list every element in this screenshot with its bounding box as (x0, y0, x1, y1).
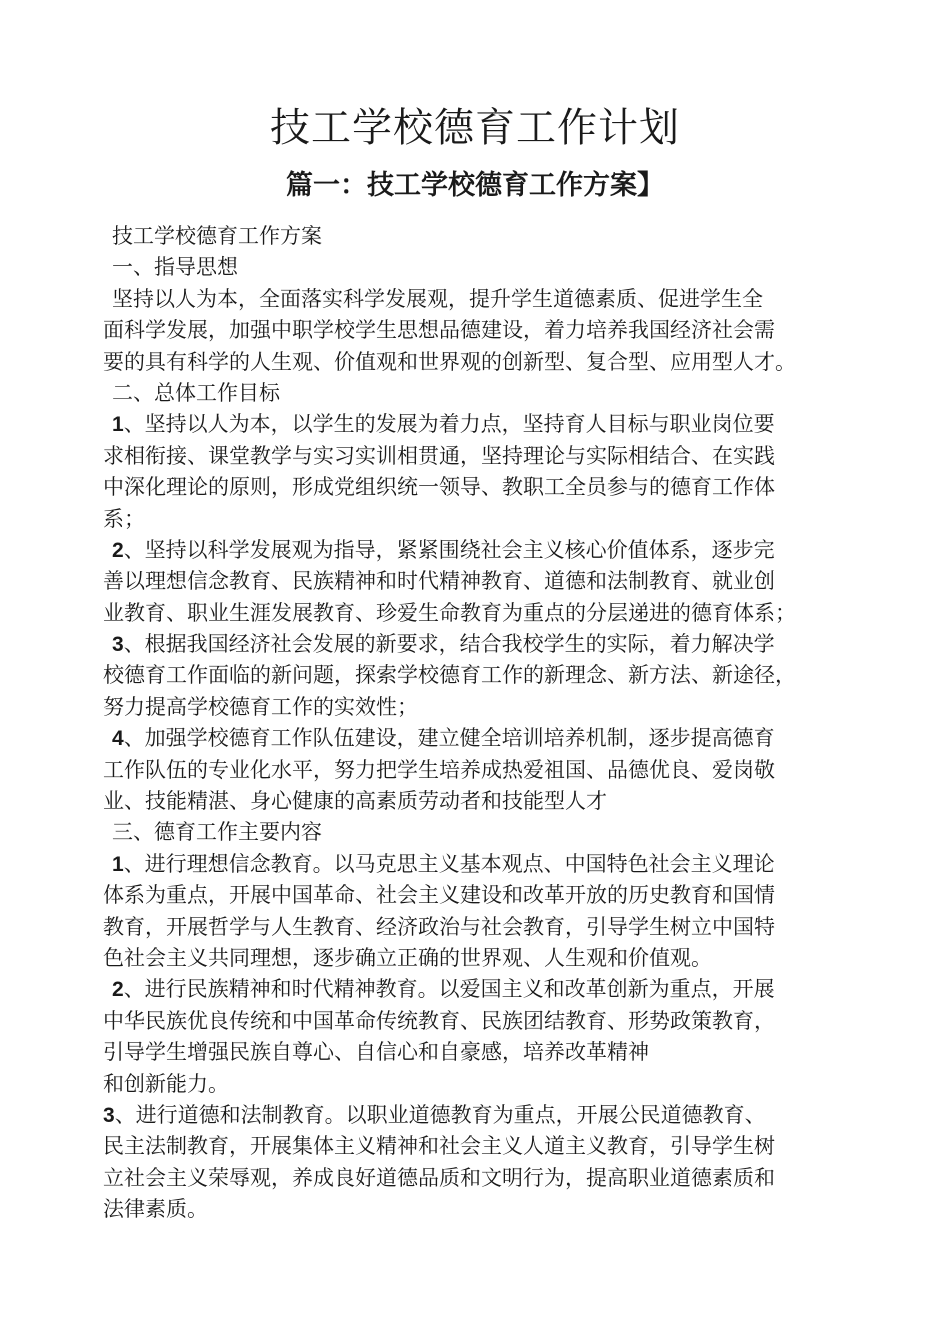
paragraph-line: 法律素质。 (103, 1197, 208, 1222)
item-number: 4 (112, 727, 124, 751)
paragraph-line: 引导学生增强民族自尊心、自信心和自豪感，培养改革精神 (103, 1040, 649, 1065)
list-item-text: 、进行理想信念教育。以马克思主义基本观点、中国特色社会主义理论 (123, 851, 775, 876)
paragraph-line: 校德育工作面临的新问题，探索学校德育工作的新理念、新方法、新途径， (103, 663, 796, 688)
list-item-line (103, 535, 863, 566)
list-item-text: 、根据我国经济社会发展的新要求，结合我校学生的实际，着力解决学 (123, 632, 775, 657)
item-number: 1 (112, 413, 124, 437)
paragraph-line: 和创新能力。 (103, 1071, 229, 1096)
section-heading-guiding-ideology: 一、指导思想 (112, 255, 238, 280)
document-title: 技工学校德育工作计划 (270, 105, 680, 151)
section-heading-overall-goals: 二、总体工作目标 (112, 380, 280, 405)
list-item-text: 、坚持以科学发展观为指导，紧紧围绕社会主义核心价值体系，逐步完 (123, 537, 775, 562)
list-item-text: 、进行民族精神和时代精神教育。以爱国主义和改革创新为重点，开展 (123, 977, 775, 1002)
paragraph-line: 求相衔接、课堂教学与实习实训相贯通，坚持理论与实际相结合、在实践 (103, 443, 775, 468)
paragraph-line: 努力提高学校德育工作的实效性； (103, 694, 418, 719)
item-number: 2 (112, 978, 124, 1002)
paragraph-line: 立社会主义荣辱观，养成良好道德品质和文明行为，提高职业道德素质和 (103, 1165, 775, 1190)
document-subtitle: 篇一：技工学校德育工作方案】 (286, 170, 664, 201)
paragraph-line: 工作队伍的专业化水平，努力把学生培养成热爱祖国、品德优良、爱岗敬 (103, 757, 775, 782)
list-item-line (103, 409, 863, 440)
item-number: 3 (112, 633, 124, 657)
list-item-line (103, 974, 863, 1005)
item-number: 3 (103, 1103, 115, 1127)
list-item-line (103, 849, 863, 880)
paragraph-line: 面科学发展，加强中职学校学生思想品德建设，着力培养我国经济社会需 (103, 318, 775, 343)
paragraph-line: 善以理想信念教育、民族精神和时代精神教育、道德和法制教育、就业创 (103, 569, 775, 594)
item-number: 1 (112, 852, 124, 876)
item-number: 2 (112, 538, 124, 562)
paragraph-line: 业、技能精湛、身心健康的高素质劳动者和技能型人才 (103, 789, 607, 814)
paragraph-line: 要的具有科学的人生观、价值观和世界观的创新型、复合型、应用型人才。 (103, 349, 796, 374)
paragraph-line: 体系为重点，开展中国革命、社会主义建设和改革开放的历史教育和国情 (103, 883, 775, 908)
document-body (103, 221, 863, 1226)
paragraph-line: 教育，开展哲学与人生教育、经济政治与社会教育，引导学生树立中国特 (103, 914, 775, 939)
list-item-line (103, 723, 863, 754)
section-heading-main-content: 三、德育工作主要内容 (112, 820, 322, 845)
paragraph-line: 业教育、职业生涯发展教育、珍爱生命教育为重点的分层递进的德育体系； (103, 600, 796, 625)
paragraph-line: 坚持以人为本，全面落实科学发展观，提升学生道德素质、促进学生全 (112, 286, 763, 311)
list-item-text: 、进行道德和法制教育。以职业道德教育为重点，开展公民道德教育、 (114, 1102, 766, 1127)
list-item-text: 、坚持以人为本，以学生的发展为着力点，坚持育人目标与职业岗位要 (123, 412, 775, 437)
section-heading-plan: 技工学校德育工作方案 (112, 224, 322, 248)
paragraph-line: 色社会主义共同理想，逐步确立正确的世界观、人生观和价值观。 (103, 945, 712, 970)
list-item-line (103, 629, 863, 660)
paragraph-line: 中深化理论的原则，形成党组织统一领导、教职工全员参与的德育工作体 (103, 475, 775, 500)
paragraph-line: 民主法制教育，开展集体主义精神和社会主义人道主义教育，引导学生树 (103, 1134, 775, 1159)
paragraph-line: 中华民族优良传统和中国革命传统教育、民族团结教育、形势政策教育， (103, 1008, 775, 1033)
list-item-text: 、加强学校德育工作队伍建设，建立健全培训培养机制，逐步提高德育 (123, 726, 775, 751)
list-item-line (103, 1100, 863, 1131)
paragraph-line: 系； (103, 506, 145, 531)
